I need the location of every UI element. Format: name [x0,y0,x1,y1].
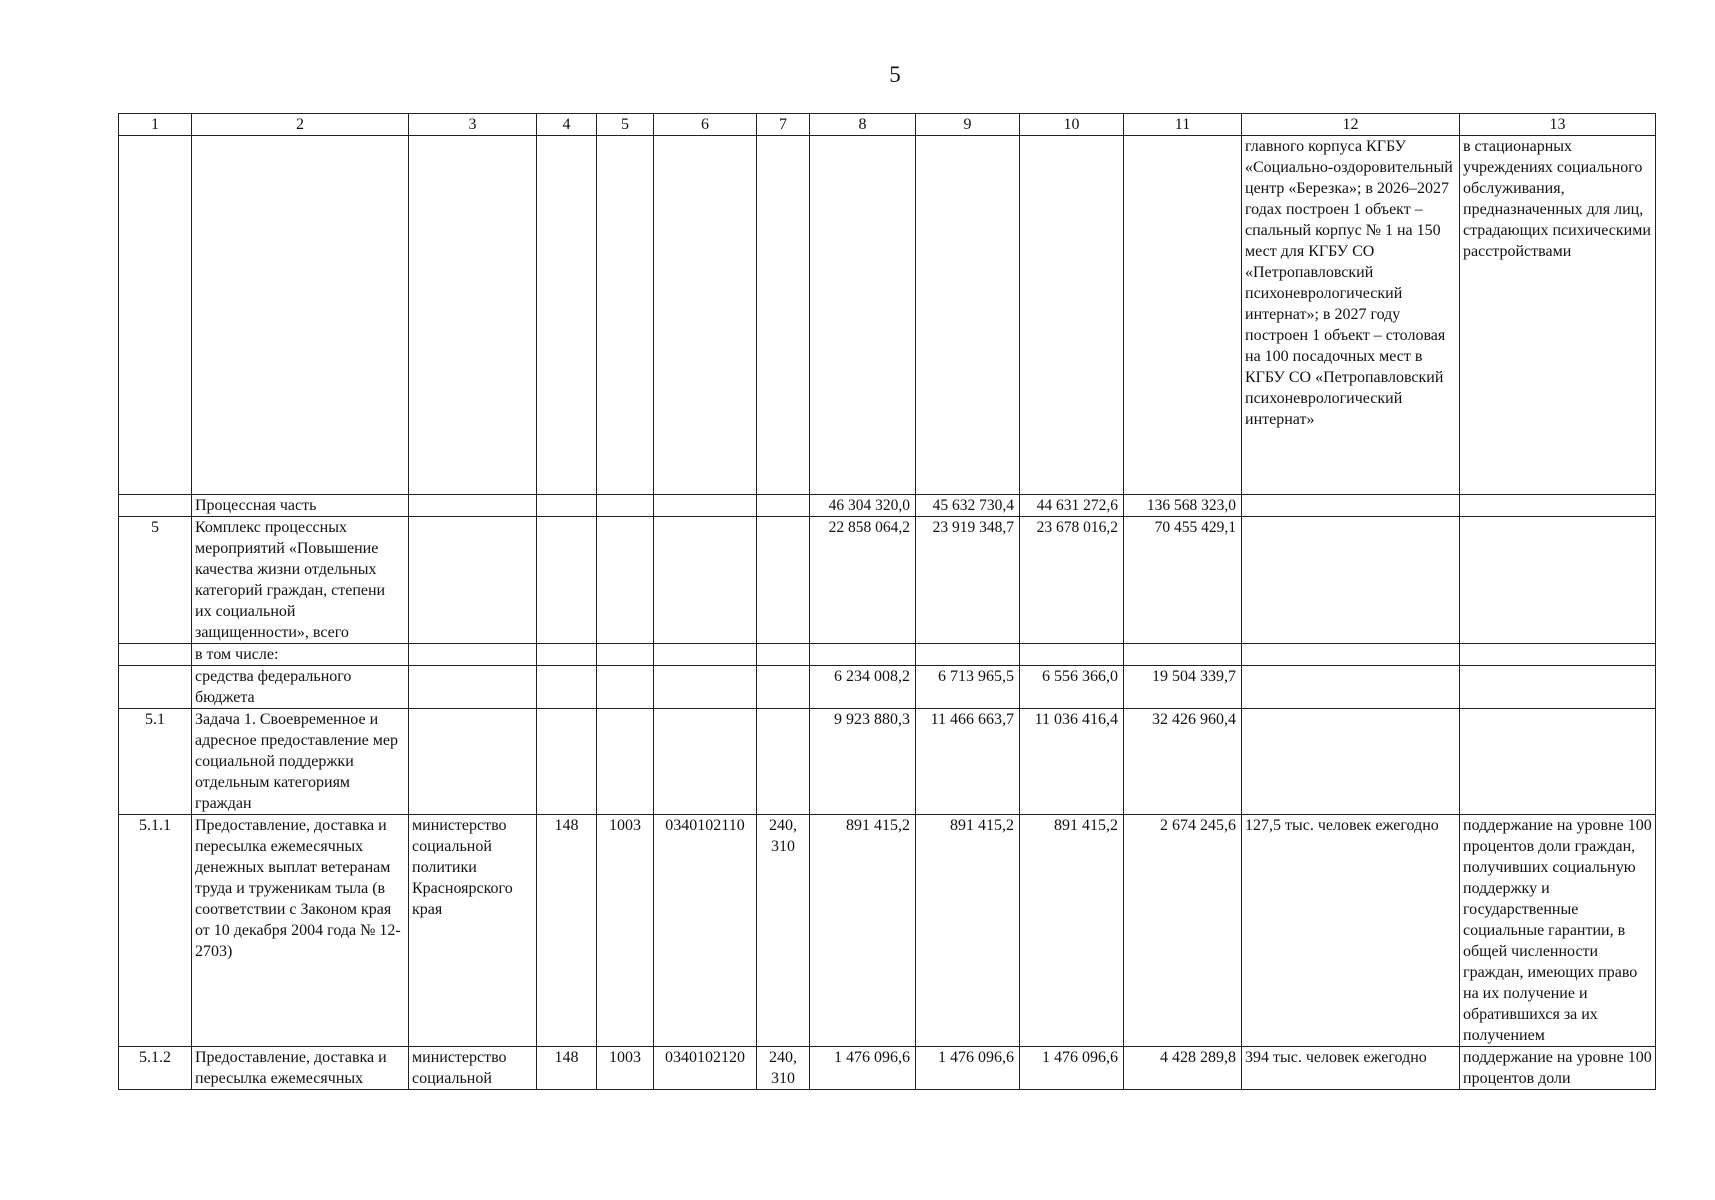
amount-2027: 1 476 096,6 [1020,1047,1124,1090]
row-title: в том числе: [192,644,409,666]
header-cell: 3 [409,114,537,136]
row-title: Комплекс процессных мероприятий «Повышение качества жизни отдельных категорий граждан, степени их социальной защищенности», всего [192,517,409,644]
header-cell: 10 [1020,114,1124,136]
amount-2025: 46 304 320,0 [810,495,916,517]
row-title: Предоставление, доставка и пересылка ежемесячных [192,1047,409,1090]
amount-2025: 22 858 064,2 [810,517,916,644]
responsible-cell: министерство социальной политики Красноярского края [409,815,537,1047]
code-cell: 0340102120 [654,1047,757,1090]
amount-total: 70 455 429,1 [1124,517,1242,644]
row-title: средства федерального бюджета [192,666,409,709]
amount-2027: 44 631 272,6 [1020,495,1124,517]
table-row-5 [119,517,1656,644]
row-number: 5.1 [119,709,192,815]
table-row-process-part [119,495,1656,517]
header-cell: 7 [757,114,810,136]
code-cell: 1003 [597,1047,654,1090]
table-row-5-1 [119,709,1656,815]
amount-2027: 891 415,2 [1020,815,1124,1047]
header-cell: 9 [916,114,1020,136]
indicator-cell: в стационарных учреждениях социального обслуживания, предназначенных для лиц, страдающих психическими расстройствами [1460,136,1656,495]
amount-2026: 23 919 348,7 [916,517,1020,644]
code-cell: 240, 310 [757,815,810,1047]
code-cell: 148 [537,1047,597,1090]
responsible-cell: министерство социальной [409,1047,537,1090]
amount-2026: 891 415,2 [916,815,1020,1047]
amount-total: 2 674 245,6 [1124,815,1242,1047]
indicator-cell: поддержание на уровне 100 процентов доли [1460,1047,1656,1090]
result-cell: главного корпуса КГБУ «Социально-оздоровительный центр «Березка»; в 2026–2027 годах построен 1 объект – спальный корпус № 1 на 150 мест для КГБУ СО «Петропавловский психоневрологический интернат»; в 2027 году построен 1 объект – столовая на 100 посадочных мест в КГБУ СО «Петропавловский психоневрологический интернат» [1242,136,1460,495]
amount-2025: 891 415,2 [810,815,916,1047]
header-row [119,114,1656,136]
row-number: 5 [119,517,192,644]
table-row-continuation [119,136,1656,495]
amount-2026: 6 713 965,5 [916,666,1020,709]
code-cell: 148 [537,815,597,1047]
table-row-5-1-1 [119,815,1656,1047]
table-row-including [119,644,1656,666]
row-title: Процессная часть [192,495,409,517]
result-cell: 394 тыс. человек ежегодно [1242,1047,1460,1090]
amount-total: 136 568 323,0 [1124,495,1242,517]
amount-2027: 23 678 016,2 [1020,517,1124,644]
amount-total: 32 426 960,4 [1124,709,1242,815]
code-cell: 1003 [597,815,654,1047]
amount-2027: 11 036 416,4 [1020,709,1124,815]
table-row-federal-budget [119,666,1656,709]
row-title: Предоставление, доставка и пересылка ежемесячных денежных выплат ветеранам труда и труженикам тыла (в соответствии с Законом края от 10 декабря 2004 года № 12-2703) [192,815,409,1047]
amount-total: 4 428 289,8 [1124,1047,1242,1090]
header-cell: 4 [537,114,597,136]
indicator-cell: поддержание на уровне 100 процентов доли граждан, получивших социальную поддержку и государственные социальные гарантии, в общей численности граждан, имеющих право на их получение и обратившихся за их получением [1460,815,1656,1047]
header-cell: 12 [1242,114,1460,136]
header-cell: 5 [597,114,654,136]
header-cell: 8 [810,114,916,136]
amount-2025: 6 234 008,2 [810,666,916,709]
row-number: 5.1.2 [119,1047,192,1090]
result-cell: 127,5 тыс. человек ежегодно [1242,815,1460,1047]
row-number: 5.1.1 [119,815,192,1047]
row-title: Задача 1. Своевременное и адресное предоставление мер социальной поддержки отдельным категориям граждан [192,709,409,815]
page-number: 5 [889,62,901,87]
budget-table [118,113,1656,1090]
amount-2025: 9 923 880,3 [810,709,916,815]
header-cell: 1 [119,114,192,136]
header-cell: 2 [192,114,409,136]
code-cell: 0340102110 [654,815,757,1047]
code-cell: 240, 310 [757,1047,810,1090]
header-cell: 13 [1460,114,1656,136]
table-row-5-1-2 [119,1047,1656,1090]
amount-total: 19 504 339,7 [1124,666,1242,709]
amount-2026: 11 466 663,7 [916,709,1020,815]
amount-2027: 6 556 366,0 [1020,666,1124,709]
amount-2026: 1 476 096,6 [916,1047,1020,1090]
amount-2026: 45 632 730,4 [916,495,1020,517]
amount-2025: 1 476 096,6 [810,1047,916,1090]
header-cell: 11 [1124,114,1242,136]
header-cell: 6 [654,114,757,136]
